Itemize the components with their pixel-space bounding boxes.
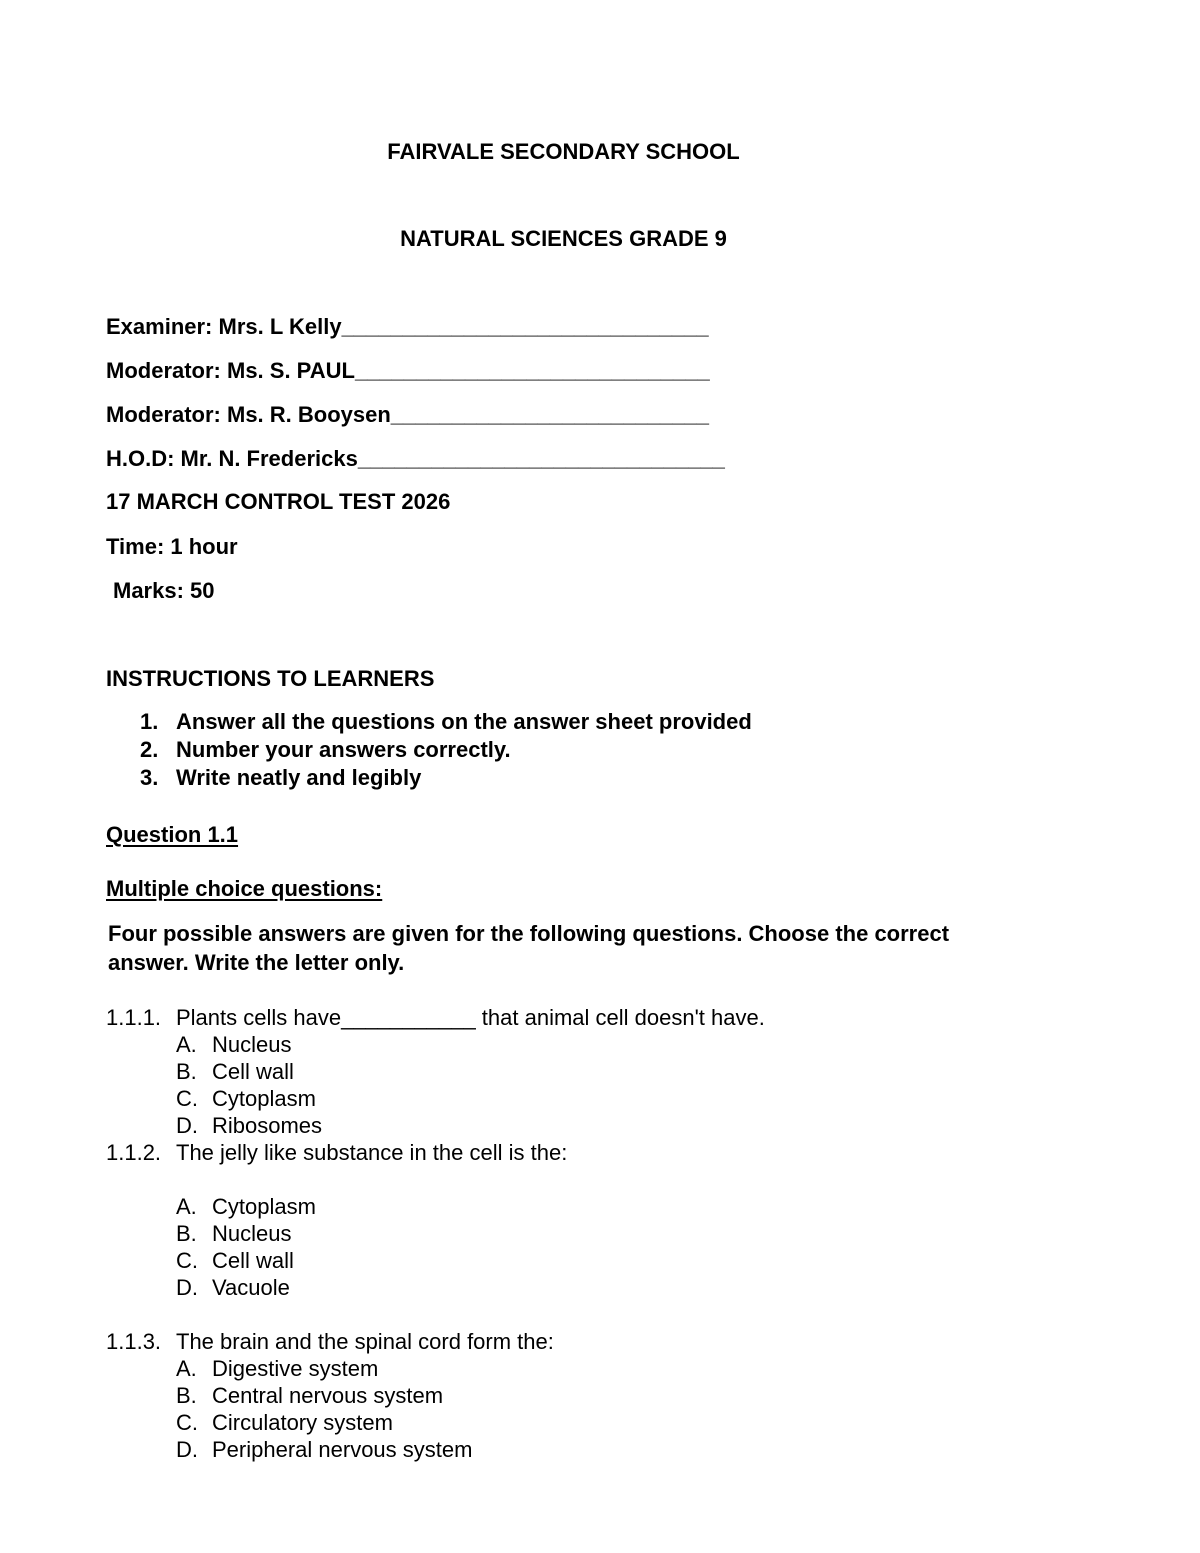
question-stem (106, 1329, 554, 1355)
answer-option (176, 1410, 393, 1436)
instruction-number: 1. (140, 709, 159, 734)
answer-option (176, 1059, 294, 1085)
question-stem (106, 1005, 765, 1031)
instruction-text: Write neatly and legibly (176, 765, 422, 790)
directions-line: Four possible answers are given for the following questions. Choose the correct (108, 921, 950, 946)
option-text: Central nervous system (212, 1383, 444, 1408)
examiner-line: Examiner: Mrs. L Kelly______________________________ (106, 314, 709, 339)
instruction-text: Number your answers correctly. (176, 737, 511, 762)
question-stem (106, 1140, 567, 1166)
option-text: Nucleus (212, 1221, 292, 1246)
question-label: Question 1.1 (106, 822, 239, 847)
answer-option (176, 1086, 316, 1112)
question-number: 1.1.1. (106, 1005, 162, 1030)
option-letter: D. (176, 1275, 198, 1300)
option-text: Nucleus (212, 1032, 292, 1057)
question-number: 1.1.3. (106, 1329, 162, 1354)
option-text: Cell wall (212, 1248, 294, 1273)
option-letter: C. (176, 1248, 198, 1273)
instruction-number: 3. (140, 765, 159, 790)
test-time: Time: 1 hour (106, 534, 238, 559)
option-text: Ribosomes (212, 1113, 323, 1138)
instructions-heading: INSTRUCTIONS TO LEARNERS (106, 666, 435, 691)
hod-line: H.O.D: Mr. N. Fredericks______________________________ (106, 446, 725, 471)
directions-line: answer. Write the letter only. (108, 950, 405, 975)
instruction-item (140, 765, 421, 791)
section-subheading: Multiple choice questions: (106, 876, 383, 901)
answer-option (176, 1032, 291, 1058)
school-name: FAIRVALE SECONDARY SCHOOL (387, 139, 740, 164)
option-text: Cytoplasm (212, 1194, 316, 1219)
answer-option (176, 1248, 294, 1274)
question-text: The jelly like substance in the cell is the: (176, 1140, 568, 1165)
option-text: Vacuole (212, 1275, 290, 1300)
option-text: Circulatory system (212, 1410, 393, 1435)
moderator-line-1: Moderator: Ms. S. PAUL_____________________________ (106, 358, 710, 383)
option-letter: A. (176, 1194, 197, 1219)
instruction-number: 2. (140, 737, 159, 762)
answer-option (176, 1356, 378, 1382)
answer-option (176, 1275, 290, 1301)
option-letter: A. (176, 1356, 197, 1381)
question-text: The brain and the spinal cord form the: (176, 1329, 554, 1354)
option-letter: C. (176, 1086, 198, 1111)
answer-option (176, 1113, 322, 1139)
option-letter: B. (176, 1383, 197, 1408)
answer-option (176, 1383, 443, 1409)
answer-option (176, 1221, 291, 1247)
option-letter: D. (176, 1437, 198, 1462)
option-letter: D. (176, 1113, 198, 1138)
instruction-item (140, 709, 752, 735)
option-letter: A. (176, 1032, 197, 1057)
test-date: 17 MARCH CONTROL TEST 2026 (106, 489, 451, 514)
instruction-text: Answer all the questions on the answer sheet provided (176, 709, 752, 734)
option-letter: B. (176, 1059, 197, 1084)
instruction-item (140, 737, 511, 763)
question-number: 1.1.2. (106, 1140, 162, 1165)
test-marks: Marks: 50 (113, 578, 215, 603)
option-letter: B. (176, 1221, 197, 1246)
option-text: Digestive system (212, 1356, 379, 1381)
option-letter: C. (176, 1410, 198, 1435)
question-text: Plants cells have___________ that animal cell doesn't have. (176, 1005, 765, 1030)
answer-option (176, 1437, 472, 1463)
option-text: Cell wall (212, 1059, 294, 1084)
subject-title: NATURAL SCIENCES GRADE 9 (400, 226, 727, 251)
moderator-line-2: Moderator: Ms. R. Booysen__________________________ (106, 402, 709, 427)
option-text: Peripheral nervous system (212, 1437, 473, 1462)
answer-option (176, 1194, 316, 1220)
option-text: Cytoplasm (212, 1086, 316, 1111)
